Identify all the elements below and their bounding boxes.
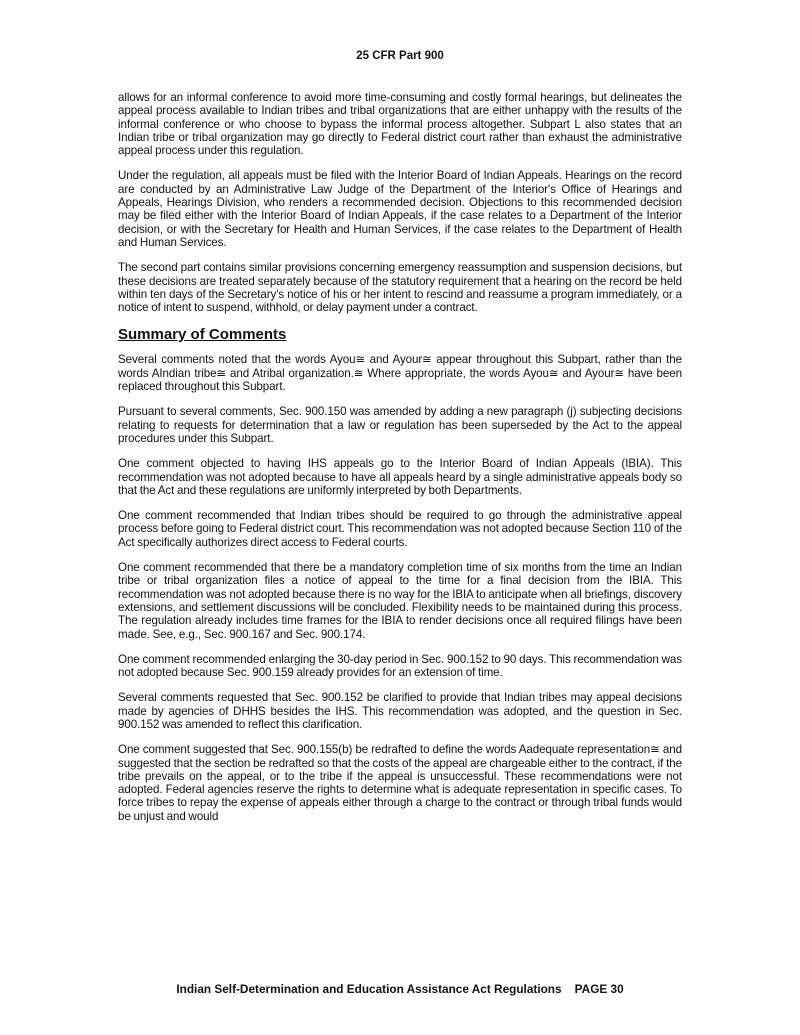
intro-paragraph-2: Under the regulation, all appeals must be filed with the Interior Board of Indian Appeals. Hearings on the record are conducted by an Administrative Law Judge of the Department of the Interior's Office of Hearings and Appeals, Hearings Division, who renders a recommended decision. Objections to this recommended decision may be filed either with the Interior Board of Indian Appeals, if the case relates to a Department of the Interior decision, or with the Secretary for Health and Human Services, if the case relates to the Department of Health and Human Services.: [118, 169, 682, 249]
comment-paragraph-7: Several comments requested that Sec. 900.152 be clarified to provide that Indian tribes may appeal decisions made by agencies of DHHS besides the IHS. This recommendation was adopted, and the question in Sec. 900.152 was amended to reflect this clarification.: [118, 691, 682, 731]
comment-paragraph-5: One comment recommended that there be a mandatory completion time of six months from the time an Indian tribe or tribal organization files a notice of appeal to the time for a final decision from the IBIA. This recommendation was not adopted because there is no way for the IBIA to anticipate when all briefings, discovery extensions, and settlement discussions will be concluded. Flexibility needs to be maintained during this process. The regulation already includes time frames for the IBIA to render decisions once all required filings have been made. See, e.g., Sec. 900.167 and Sec. 900.174.: [118, 561, 682, 641]
comment-paragraph-3: One comment objected to having IHS appeals go to the Interior Board of Indian Appeals (IBIA). This recommendation was not adopted because to have all appeals heard by a single administrative appeals body so that the Act and these regulations are uniformly interpreted by both Departments.: [118, 457, 682, 497]
page-footer: Indian Self-Determination and Education Assistance Act Regulations PAGE 30: [176, 982, 624, 996]
intro-paragraph-1: allows for an informal conference to avoid more time-consuming and costly formal hearings, but delineates the appeal process available to Indian tribes and tribal organizations that are either unhappy with the results of the informal conference or who choose to bypass the informal process altogether. Subpart L also states that an Indian tribe or tribal organization may go directly to Federal district court rather than exhaust the administrative appeal process under this regulation.: [118, 91, 682, 158]
comment-paragraph-6: One comment recommended enlarging the 30-day period in Sec. 900.152 to 90 days. This recommendation was not adopted because Sec. 900.159 already provides for an extension of time.: [118, 652, 682, 680]
comment-paragraph-4: One comment recommended that Indian tribes should be required to go through the administrative appeal process before going to Federal district court. This recommendation was not adopted because Section 110 of the Act specifically authorizes direct access to Federal courts.: [118, 509, 682, 549]
page-body: [118, 91, 682, 835]
page-header: 25 CFR Part 900: [356, 50, 444, 62]
intro-paragraph-3: The second part contains similar provisions concerning emergency reassumption and suspension decisions, but these decisions are treated separately because of the statutory requirement that a hearing on the record be held within ten days of the Secretary's notice of his or her intent to rescind and reassume a program immediately, or a notice of intent to suspend, withhold, or delay payment under a contract.: [118, 261, 682, 315]
section-heading: Summary of Comments: [118, 326, 287, 344]
comment-paragraph-2: Pursuant to several comments, Sec. 900.150 was amended by adding a new paragraph (j) subjecting decisions relating to requests for determination that a law or regulation has been superseded by the Act to the appeal procedures under this Subpart.: [118, 405, 682, 445]
comment-paragraph-1: Several comments noted that the words Ayou≅ and Ayour≅ appear throughout this Subpart, rather than the words AIndian tribe≅ and Atribal organization.≅ Where appropriate, the words Ayou≅ and Ayour≅ have been replaced throughout this Subpart.: [118, 353, 682, 394]
comment-paragraph-8: One comment suggested that Sec. 900.155(b) be redrafted to define the words Aadequate representation≅ and suggested that the section be redrafted so that the costs of the appeal are chargeable either to the contract, if the tribe prevails on the appeal, or to the tribe if the appeal is unsuccessful. These recommendations were not adopted. Federal agencies reserve the rights to determine what is adequate representation in specific cases. To force tribes to repay the expense of appeals either through a charge to the contract or through tribal funds would be unjust and would: [118, 743, 682, 823]
